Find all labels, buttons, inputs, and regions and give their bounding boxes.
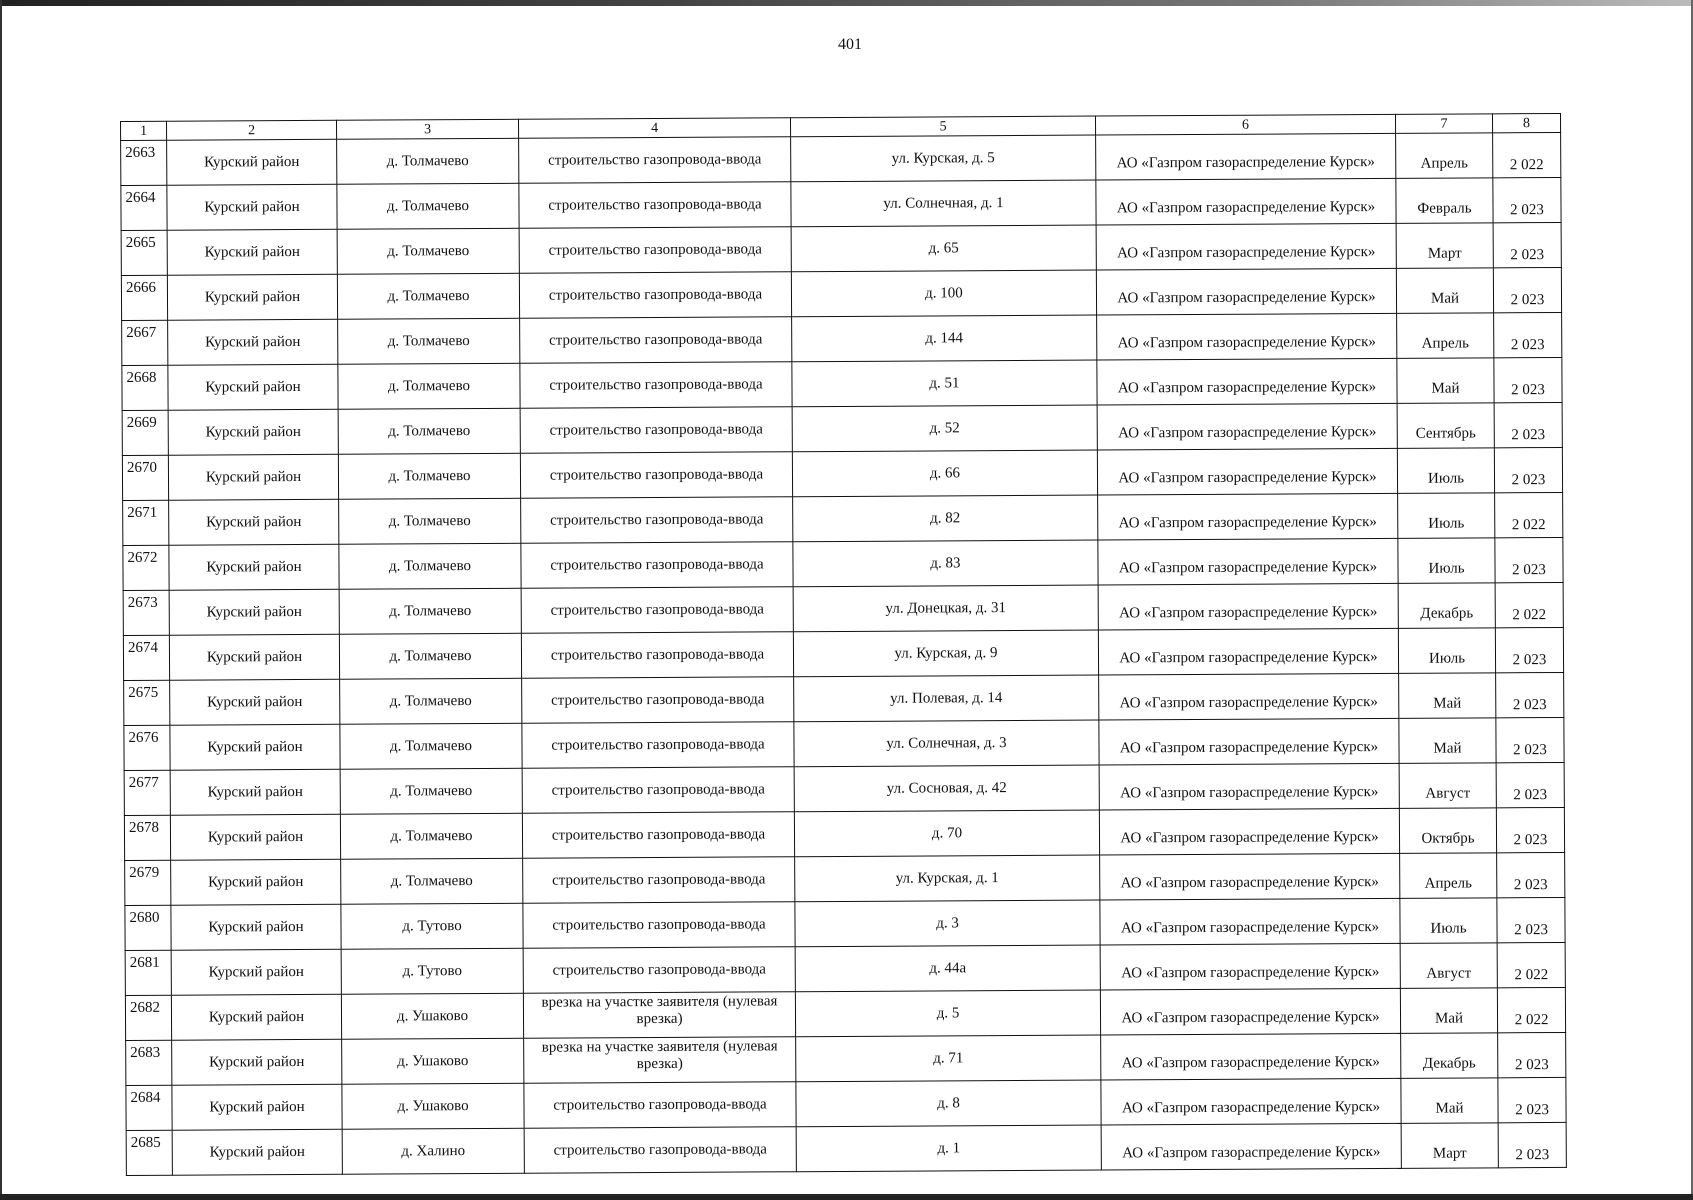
- month-cell: Июль: [1398, 538, 1495, 584]
- organization-cell: АО «Газпром газораспределение Курск»: [1100, 988, 1400, 1035]
- table-row: [121, 267, 1561, 320]
- month-cell: Сентябрь: [1397, 403, 1494, 449]
- locality-cell: д. Толмачево: [340, 813, 522, 859]
- table-row: [125, 897, 1565, 950]
- address-cell: ул. Солнечная, д. 3: [794, 720, 1099, 767]
- organization-cell: АО «Газпром газораспределение Курск»: [1098, 628, 1398, 675]
- district-cell: Курский район: [170, 769, 340, 815]
- month-cell: Март: [1401, 1123, 1498, 1169]
- district-cell: Курский район: [170, 724, 340, 770]
- district-cell: Курский район: [171, 904, 341, 950]
- row-number-cell: 2677: [124, 770, 170, 815]
- work-type-cell: строительство газопровода-ввода: [522, 677, 794, 724]
- district-cell: Курский район: [168, 454, 338, 500]
- month-cell: Май: [1399, 718, 1496, 764]
- scan-edge-bottom: [0, 1194, 1693, 1200]
- month-cell: Апрель: [1397, 313, 1494, 359]
- district-cell: Курский район: [172, 1129, 342, 1175]
- row-number-cell: 2670: [122, 455, 168, 500]
- month-cell: Июль: [1400, 898, 1497, 944]
- month-cell: Февраль: [1396, 178, 1493, 224]
- year-cell: 2 023: [1496, 762, 1564, 807]
- row-number-cell: 2674: [123, 635, 169, 680]
- address-cell: ул. Полевая, д. 14: [794, 675, 1099, 722]
- organization-cell: АО «Газпром газораспределение Курск»: [1099, 763, 1399, 810]
- locality-cell: д. Толмачево: [337, 183, 519, 229]
- work-type-cell: строительство газопровода-ввода: [519, 227, 791, 274]
- month-cell: Октябрь: [1399, 808, 1496, 854]
- district-cell: Курский район: [169, 589, 339, 635]
- row-number-cell: 2668: [122, 365, 168, 410]
- address-cell: д. 44а: [795, 945, 1100, 992]
- column-header: 4: [518, 118, 790, 139]
- year-cell: 2 022: [1493, 132, 1561, 177]
- locality-cell: д. Толмачево: [340, 768, 522, 814]
- work-type-cell: строительство газопровода-ввода: [521, 497, 793, 544]
- table-row: [125, 987, 1565, 1040]
- month-cell: Декабрь: [1401, 1033, 1498, 1079]
- locality-cell: д. Толмачево: [338, 453, 520, 499]
- month-cell: Июль: [1398, 493, 1495, 539]
- organization-cell: АО «Газпром газораспределение Курск»: [1100, 853, 1400, 900]
- year-cell: 2 022: [1497, 942, 1565, 987]
- column-header: 2: [167, 120, 337, 140]
- month-cell: Май: [1400, 988, 1497, 1034]
- row-number-cell: 2669: [122, 410, 168, 455]
- work-type-cell: строительство газопровода-ввода: [523, 947, 795, 994]
- address-cell: д. 52: [792, 405, 1097, 452]
- organization-cell: АО «Газпром газораспределение Курск»: [1096, 268, 1396, 315]
- column-header: 6: [1095, 114, 1395, 135]
- locality-cell: д. Толмачево: [337, 138, 519, 184]
- table-row: [126, 1122, 1566, 1175]
- organization-cell: АО «Газпром газораспределение Курск»: [1099, 718, 1399, 765]
- locality-cell: д. Толмачево: [338, 408, 520, 454]
- column-header: 3: [336, 119, 518, 139]
- work-type-cell: строительство газопровода-ввода: [523, 857, 795, 904]
- row-number-cell: 2671: [123, 500, 169, 545]
- district-cell: Курский район: [171, 949, 341, 995]
- year-cell: 2 023: [1498, 1122, 1566, 1167]
- district-cell: Курский район: [168, 364, 338, 410]
- table-body: [121, 132, 1567, 1175]
- table-row: [123, 492, 1563, 545]
- row-number-cell: 2667: [122, 320, 168, 365]
- address-cell: д. 3: [795, 900, 1100, 947]
- address-cell: д. 65: [791, 225, 1096, 272]
- table-row: [125, 942, 1565, 995]
- year-cell: 2 022: [1495, 582, 1563, 627]
- table-row: [121, 177, 1561, 230]
- year-cell: 2 022: [1495, 492, 1563, 537]
- locality-cell: д. Толмачево: [340, 678, 522, 724]
- page-number: 401: [838, 36, 862, 53]
- table-row: [126, 1032, 1566, 1085]
- row-number-cell: 2679: [125, 860, 171, 905]
- work-type-cell: строительство газопровода-ввода: [523, 902, 795, 949]
- year-cell: 2 023: [1496, 807, 1564, 852]
- table-row: [125, 852, 1565, 905]
- district-cell: Курский район: [167, 184, 337, 230]
- row-number-cell: 2664: [121, 185, 167, 230]
- address-cell: д. 144: [792, 315, 1097, 362]
- organization-cell: АО «Газпром газораспределение Курск»: [1101, 1078, 1401, 1125]
- column-header: 8: [1492, 113, 1560, 132]
- work-type-cell: строительство газопровода-ввода: [520, 362, 792, 409]
- work-type-cell: врезка на участке заявителя (нулевая врезка): [523, 992, 795, 1039]
- locality-cell: д. Толмачево: [339, 588, 521, 634]
- work-type-cell: строительство газопровода-ввода: [521, 542, 793, 589]
- work-type-cell: строительство газопровода-ввода: [519, 137, 791, 184]
- locality-cell: д. Тутово: [341, 903, 523, 949]
- year-cell: 2 023: [1496, 672, 1564, 717]
- year-cell: 2 023: [1495, 627, 1563, 672]
- locality-cell: д. Толмачево: [338, 363, 520, 409]
- year-cell: 2 023: [1496, 717, 1564, 762]
- row-number-cell: 2678: [124, 815, 170, 860]
- district-cell: Курский район: [168, 319, 338, 365]
- year-cell: 2 023: [1493, 177, 1561, 222]
- row-number-cell: 2666: [121, 275, 167, 320]
- work-type-cell: строительство газопровода-ввода: [520, 317, 792, 364]
- address-cell: ул. Курская, д. 1: [795, 855, 1100, 902]
- table-row: [124, 807, 1564, 860]
- work-type-cell: строительство газопровода-ввода: [521, 587, 793, 634]
- address-cell: д. 82: [793, 495, 1098, 542]
- table-row: [122, 357, 1562, 410]
- organization-cell: АО «Газпром газораспределение Курск»: [1097, 403, 1397, 450]
- address-cell: д. 70: [794, 810, 1099, 857]
- column-header: 7: [1395, 114, 1492, 134]
- organization-cell: АО «Газпром газораспределение Курск»: [1101, 1033, 1401, 1080]
- year-cell: 2 023: [1497, 897, 1565, 942]
- year-cell: 2 023: [1493, 222, 1561, 267]
- year-cell: 2 023: [1498, 1077, 1566, 1122]
- organization-cell: АО «Газпром газораспределение Курск»: [1098, 538, 1398, 585]
- table-row: [121, 222, 1561, 275]
- address-cell: ул. Донецкая, д. 31: [793, 585, 1098, 632]
- year-cell: 2 023: [1498, 1032, 1566, 1077]
- organization-cell: АО «Газпром газораспределение Курск»: [1099, 808, 1399, 855]
- month-cell: Май: [1397, 358, 1494, 404]
- organization-cell: АО «Газпром газораспределение Курск»: [1098, 493, 1398, 540]
- address-cell: д. 8: [796, 1080, 1101, 1127]
- address-cell: д. 1: [796, 1125, 1101, 1172]
- address-cell: д. 5: [795, 990, 1100, 1037]
- locality-cell: д. Тутово: [341, 948, 523, 994]
- document-sheet: [120, 113, 1566, 1176]
- organization-cell: АО «Газпром газораспределение Курск»: [1100, 943, 1400, 990]
- district-cell: Курский район: [169, 544, 339, 590]
- work-type-cell: строительство газопровода-ввода: [520, 452, 792, 499]
- month-cell: Август: [1400, 943, 1497, 989]
- locality-cell: д. Толмачево: [340, 723, 522, 769]
- table-row: [123, 627, 1563, 680]
- locality-cell: д. Толмачево: [338, 318, 520, 364]
- work-type-cell: строительство газопровода-ввода: [520, 407, 792, 454]
- locality-cell: д. Толмачево: [337, 228, 519, 274]
- month-cell: Апрель: [1396, 133, 1493, 179]
- locality-cell: д. Халино: [342, 1128, 524, 1174]
- gasification-table: [120, 113, 1567, 1176]
- month-cell: Апрель: [1400, 853, 1497, 899]
- month-cell: Май: [1396, 268, 1493, 314]
- district-cell: Курский район: [172, 1084, 342, 1130]
- locality-cell: д. Ушаково: [342, 1083, 524, 1129]
- district-cell: Курский район: [170, 814, 340, 860]
- year-cell: 2 023: [1494, 447, 1562, 492]
- address-cell: д. 71: [796, 1035, 1101, 1082]
- month-cell: Июль: [1398, 628, 1495, 674]
- year-cell: 2 023: [1494, 312, 1562, 357]
- month-cell: Декабрь: [1398, 583, 1495, 629]
- year-cell: 2 022: [1497, 987, 1565, 1032]
- district-cell: Курский район: [168, 409, 338, 455]
- scan-edge-top: [0, 0, 1693, 6]
- locality-cell: д. Ушаково: [342, 1038, 524, 1084]
- row-number-cell: 2675: [124, 680, 170, 725]
- address-cell: д. 100: [791, 270, 1096, 317]
- district-cell: Курский район: [167, 274, 337, 320]
- organization-cell: АО «Газпром газораспределение Курск»: [1097, 313, 1397, 360]
- month-cell: Март: [1396, 223, 1493, 269]
- row-number-cell: 2673: [123, 590, 169, 635]
- scan-edge-left: [0, 0, 2, 1200]
- address-cell: ул. Солнечная, д. 1: [791, 180, 1096, 227]
- work-type-cell: строительство газопровода-ввода: [522, 722, 794, 769]
- year-cell: 2 023: [1494, 357, 1562, 402]
- district-cell: Курский район: [170, 679, 340, 725]
- row-number-cell: 2682: [125, 995, 171, 1040]
- table-row: [123, 537, 1563, 590]
- work-type-cell: строительство газопровода-ввода: [519, 182, 791, 229]
- address-cell: ул. Курская, д. 9: [793, 630, 1098, 677]
- table-row: [123, 582, 1563, 635]
- row-number-cell: 2680: [125, 905, 171, 950]
- address-cell: д. 51: [792, 360, 1097, 407]
- row-number-cell: 2676: [124, 725, 170, 770]
- table-row: [122, 447, 1562, 500]
- work-type-cell: строительство газопровода-ввода: [519, 272, 791, 319]
- work-type-cell: строительство газопровода-ввода: [521, 632, 793, 679]
- organization-cell: АО «Газпром газораспределение Курск»: [1097, 358, 1397, 405]
- district-cell: Курский район: [171, 859, 341, 905]
- year-cell: 2 023: [1493, 267, 1561, 312]
- district-cell: Курский район: [167, 139, 337, 185]
- district-cell: Курский район: [169, 499, 339, 545]
- row-number-cell: 2665: [121, 230, 167, 275]
- locality-cell: д. Толмачево: [339, 543, 521, 589]
- month-cell: Август: [1399, 763, 1496, 809]
- district-cell: Курский район: [167, 229, 337, 275]
- row-number-cell: 2681: [125, 950, 171, 995]
- table-row: [124, 717, 1564, 770]
- organization-cell: АО «Газпром газораспределение Курск»: [1096, 223, 1396, 270]
- organization-cell: АО «Газпром газораспределение Курск»: [1096, 133, 1396, 180]
- district-cell: Курский район: [171, 994, 341, 1040]
- address-cell: ул. Курская, д. 5: [791, 135, 1096, 182]
- month-cell: Май: [1401, 1078, 1498, 1124]
- locality-cell: д. Толмачево: [339, 633, 521, 679]
- table-row: [121, 132, 1561, 185]
- address-cell: д. 66: [792, 450, 1097, 497]
- organization-cell: АО «Газпром газораспределение Курск»: [1101, 1123, 1401, 1170]
- organization-cell: АО «Газпром газораспределение Курск»: [1100, 898, 1400, 945]
- table-row: [124, 762, 1564, 815]
- table-row: [122, 312, 1562, 365]
- address-cell: д. 83: [793, 540, 1098, 587]
- work-type-cell: врезка на участке заявителя (нулевая врезка): [524, 1037, 796, 1084]
- column-header: 5: [790, 116, 1095, 137]
- work-type-cell: строительство газопровода-ввода: [524, 1127, 796, 1174]
- table-row: [124, 672, 1564, 725]
- year-cell: 2 023: [1494, 402, 1562, 447]
- row-number-cell: 2663: [121, 140, 167, 185]
- row-number-cell: 2672: [123, 545, 169, 590]
- organization-cell: АО «Газпром газораспределение Курск»: [1097, 448, 1397, 495]
- work-type-cell: строительство газопровода-ввода: [524, 1082, 796, 1129]
- district-cell: Курский район: [172, 1039, 342, 1085]
- locality-cell: д. Толмачево: [341, 858, 523, 904]
- address-cell: ул. Сосновая, д. 42: [794, 765, 1099, 812]
- column-header: 1: [121, 121, 167, 140]
- table-row: [122, 402, 1562, 455]
- locality-cell: д. Толмачево: [339, 498, 521, 544]
- work-type-cell: строительство газопровода-ввода: [522, 767, 794, 814]
- row-number-cell: 2683: [126, 1040, 172, 1085]
- row-number-cell: 2684: [126, 1085, 172, 1130]
- table-row: [126, 1077, 1566, 1130]
- organization-cell: АО «Газпром газораспределение Курск»: [1096, 178, 1396, 225]
- row-number-cell: 2685: [126, 1130, 172, 1175]
- district-cell: Курский район: [169, 634, 339, 680]
- locality-cell: д. Толмачево: [337, 273, 519, 319]
- year-cell: 2 023: [1495, 537, 1563, 582]
- organization-cell: АО «Газпром газораспределение Курск»: [1098, 583, 1398, 630]
- month-cell: Июль: [1397, 448, 1494, 494]
- organization-cell: АО «Газпром газораспределение Курск»: [1099, 673, 1399, 720]
- locality-cell: д. Ушаково: [341, 993, 523, 1039]
- month-cell: Май: [1399, 673, 1496, 719]
- work-type-cell: строительство газопровода-ввода: [522, 812, 794, 859]
- year-cell: 2 023: [1497, 852, 1565, 897]
